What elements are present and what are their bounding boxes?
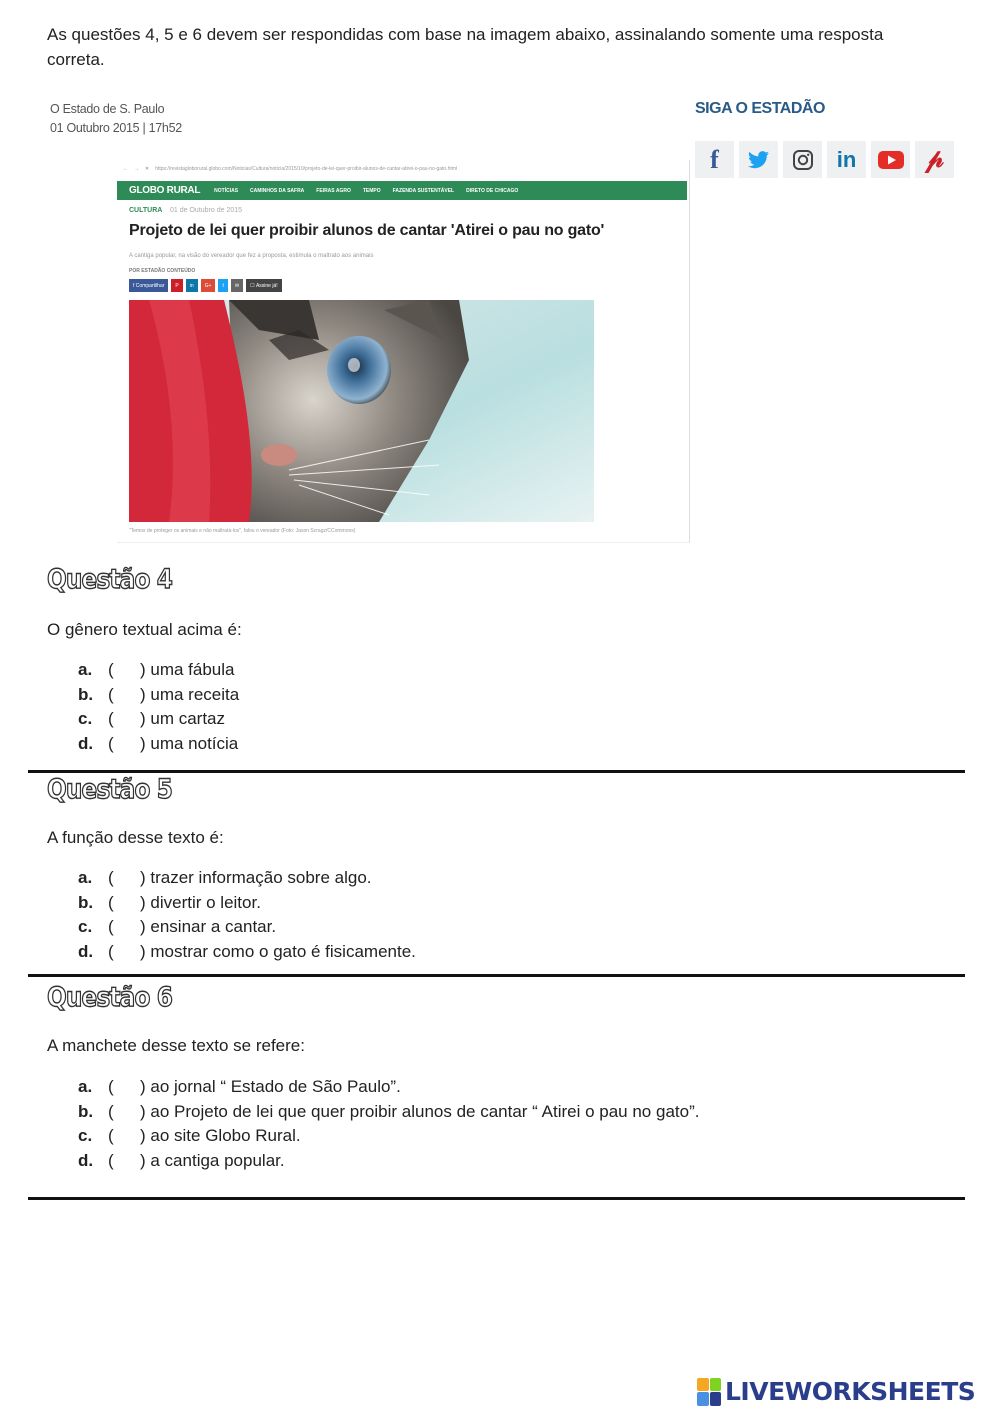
liveworksheets-logo-icon	[697, 1378, 721, 1406]
close-icon: ✕	[145, 166, 150, 172]
forward-icon: →	[134, 166, 139, 172]
option-checkbox[interactable]: (	[108, 733, 114, 753]
option-c[interactable]	[78, 707, 239, 732]
category-label: CULTURA	[129, 207, 163, 214]
option-text: ) um cartaz	[140, 709, 226, 728]
source-date: 01 Outubro 2015 | 17h52	[50, 121, 182, 135]
option-d[interactable]	[78, 1149, 699, 1174]
facebook-icon: f	[695, 141, 734, 178]
article-lead: A cantiga popular, na visão do vereador que fez a proposta, estimula o maltrato aos animais	[129, 253, 374, 259]
option-text: ) uma receita	[140, 684, 240, 704]
share-linkedin-icon: in	[186, 279, 198, 292]
instructions: As questões 4, 5 e 6 devem ser respondidas com base na imagem abaixo, assinalando somente uma resposta correta.	[47, 25, 884, 69]
option-letter: b.	[78, 1101, 94, 1121]
option-text: ) ensinar a cantar.	[140, 917, 277, 936]
option-letter: b.	[78, 684, 94, 704]
nav-item: NOTÍCIAS	[214, 187, 239, 194]
option-checkbox[interactable]: (	[108, 1126, 114, 1145]
option-letter: d.	[78, 1150, 94, 1170]
option-checkbox[interactable]: (	[108, 917, 114, 936]
option-text: ) uma notícia	[140, 733, 239, 753]
article-byline: POR ESTADÃO CONTEÚDO	[129, 268, 196, 274]
option-letter: a.	[78, 1077, 93, 1096]
article-date: 01 de Outubro de 2015	[170, 207, 243, 214]
article-category	[129, 207, 242, 214]
option-letter: c.	[78, 709, 93, 728]
share-label: Compartilhar	[135, 282, 165, 289]
question-6-options	[78, 1075, 699, 1173]
nav-item: DIRETO DE CHICAGO	[466, 187, 519, 194]
news-screenshot	[117, 160, 690, 543]
question-6-prompt: A manchete desse texto se refere:	[47, 1036, 305, 1055]
option-checkbox[interactable]: (	[108, 941, 114, 961]
option-a[interactable]	[78, 866, 416, 891]
social-icons	[695, 141, 954, 178]
question-4-prompt: O gênero textual acima é:	[47, 620, 242, 639]
option-letter: a.	[78, 868, 93, 887]
option-text: ) trazer informação sobre algo.	[140, 868, 372, 887]
cat-photo	[129, 300, 594, 522]
option-letter: d.	[78, 941, 94, 961]
option-checkbox[interactable]: (	[108, 1077, 114, 1096]
option-text: ) ao jornal “ Estado de São Paulo”.	[140, 1077, 401, 1096]
subscribe-label: Assine já!	[255, 282, 278, 289]
option-text: ) ao Projeto de lei que quer proibir alunos de cantar “ Atirei o pau no gato”.	[140, 1101, 700, 1121]
footer-logo	[697, 1377, 975, 1406]
site-navbar	[117, 181, 687, 200]
option-checkbox[interactable]: (	[108, 709, 114, 728]
browser-url-bar	[117, 162, 693, 176]
nav-item: CAMINHOS DA SAFRA	[250, 187, 305, 194]
share-googleplus-icon: G+	[201, 279, 216, 292]
option-checkbox[interactable]: (	[108, 1101, 114, 1121]
share-facebook-button: f Compartilhar	[129, 279, 168, 292]
option-c[interactable]	[78, 1124, 699, 1149]
option-b[interactable]	[78, 891, 416, 916]
photo-caption: "Temos de proteger os animais e não maltratá-los", falou o vereador (Foto: Jason Scragz/CCommons)	[129, 528, 356, 534]
option-text: ) ao site Globo Rural.	[140, 1126, 301, 1145]
question-5-title: Questão 5	[47, 774, 173, 805]
option-text: ) uma fábula	[140, 660, 235, 679]
question-4-title: Questão 4	[47, 564, 173, 595]
pinterest-icon: 𝓅	[915, 141, 954, 178]
instagram-icon	[783, 141, 822, 178]
option-d[interactable]	[78, 732, 239, 757]
share-bar	[129, 279, 282, 292]
url-text: https://revistagloborural.globo.com/Noticias/Cultura/noticia/2015/10/projeto-de-lei-quer-proibir-alunos-de-cantar-atirei-o-pau-no-gato.html	[155, 166, 458, 172]
option-a[interactable]	[78, 658, 239, 683]
footer-brand: LIVEWORKSHEETS	[725, 1377, 976, 1406]
share-twitter-icon: t	[218, 279, 227, 292]
divider	[28, 974, 965, 977]
option-d[interactable]	[78, 940, 416, 965]
divider	[28, 1197, 965, 1200]
option-checkbox[interactable]: (	[108, 684, 114, 704]
option-text: ) mostrar como o gato é fisicamente.	[140, 941, 416, 961]
option-a[interactable]	[78, 1075, 699, 1100]
option-b[interactable]	[78, 683, 239, 708]
option-letter: c.	[78, 1126, 93, 1145]
option-text: ) divertir o leitor.	[140, 892, 261, 912]
follow-label: SIGA O ESTADÃO	[695, 100, 825, 117]
nav-item: FAZENDA SUSTENTÁVEL	[392, 187, 455, 194]
option-letter: a.	[78, 660, 93, 679]
linkedin-icon: in	[827, 141, 866, 178]
option-b[interactable]	[78, 1100, 699, 1125]
nav-item: FEIRAS AGRO	[316, 187, 351, 194]
option-letter: b.	[78, 892, 94, 912]
twitter-icon	[739, 141, 778, 178]
share-pinterest-icon: P	[171, 279, 182, 292]
question-4-options	[78, 658, 239, 756]
news-source	[50, 100, 182, 138]
source-name: O Estado de S. Paulo	[50, 102, 165, 116]
back-icon: ←	[123, 166, 128, 172]
option-text: ) a cantiga popular.	[140, 1150, 285, 1170]
youtube-icon	[871, 141, 910, 178]
subscribe-button: ☐ Assine já!	[246, 279, 282, 292]
nav-item: TEMPO	[362, 187, 381, 194]
question-6-title: Questão 6	[47, 982, 173, 1013]
option-checkbox[interactable]: (	[108, 660, 114, 679]
option-checkbox[interactable]: (	[108, 1150, 114, 1170]
option-c[interactable]	[78, 915, 416, 940]
divider	[28, 770, 965, 773]
share-email-icon: ✉	[231, 279, 243, 292]
option-letter: c.	[78, 917, 93, 936]
option-letter: d.	[78, 733, 94, 753]
question-5-options	[78, 866, 416, 964]
option-checkbox[interactable]: (	[108, 892, 114, 912]
article-headline: Projeto de lei quer proibir alunos de cantar 'Atirei o pau no gato'	[129, 222, 605, 239]
question-5-prompt: A função desse texto é:	[47, 828, 224, 847]
site-logo: GLOBO RURAL	[129, 185, 201, 196]
option-checkbox[interactable]: (	[108, 868, 114, 887]
